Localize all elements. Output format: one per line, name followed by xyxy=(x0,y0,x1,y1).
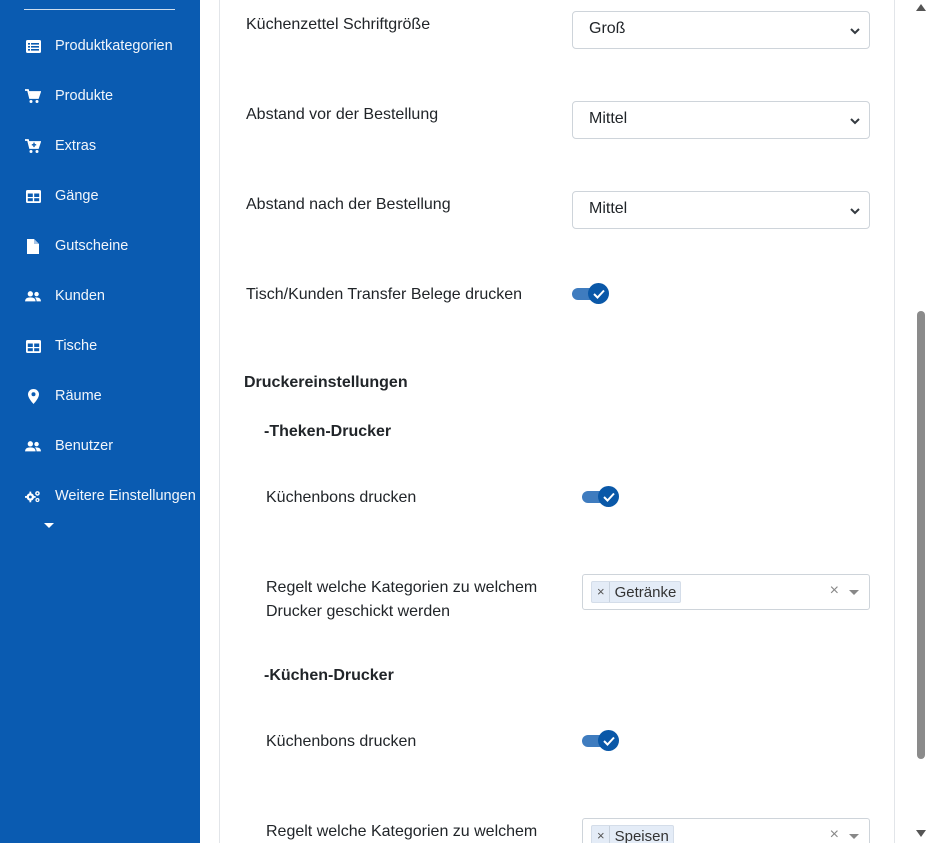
sidebar-item-gaenge[interactable] xyxy=(0,178,200,214)
tag-remove-icon[interactable]: × xyxy=(592,582,610,602)
caret-down-icon[interactable] xyxy=(44,523,54,528)
sidebar-item-label: Weitere Einstellungen xyxy=(55,488,196,504)
tag-remove-icon[interactable]: × xyxy=(592,826,610,843)
category-tag xyxy=(591,581,681,603)
check-icon xyxy=(598,730,619,751)
counter-printer-heading: -Theken-Drucker xyxy=(264,423,392,440)
dropdown-arrow-icon[interactable] xyxy=(849,834,859,839)
users-icon xyxy=(25,288,41,304)
map-marker-icon xyxy=(25,388,41,404)
counter-kitchen-bons-toggle[interactable] xyxy=(582,486,619,508)
sidebar-item-produktkategorien[interactable] xyxy=(0,28,200,64)
font-size-label: Küchenzettel Schriftgröße xyxy=(246,16,431,33)
sidebar-item-gutscheine[interactable] xyxy=(0,228,200,264)
counter-categories-label-line2: Drucker geschickt werden xyxy=(266,603,451,620)
kitchen-categories-multiselect[interactable] xyxy=(582,818,870,843)
kitchen-printer-heading: -Küchen-Drucker xyxy=(264,667,394,684)
font-size-select[interactable] xyxy=(572,11,870,49)
spacing-after-select[interactable] xyxy=(572,191,870,229)
sidebar-item-label: Benutzer xyxy=(55,438,114,454)
printer-settings-heading: Druckereinstellungen xyxy=(244,374,408,391)
chevron-down-icon xyxy=(849,25,861,37)
chevron-down-icon xyxy=(849,115,861,127)
counter-categories-label-line1: Regelt welche Kategorien zu welchem xyxy=(266,579,538,596)
sidebar-item-label: Räume xyxy=(55,388,102,404)
users-icon xyxy=(25,438,41,454)
cart-icon xyxy=(25,88,41,104)
sidebar-item-label: Kunden xyxy=(55,288,105,304)
sidebar-item-label: Extras xyxy=(55,138,97,154)
sidebar-item-benutzer[interactable] xyxy=(0,428,200,464)
sidebar-item-produkte[interactable] xyxy=(0,78,200,114)
cart-plus-icon xyxy=(25,138,41,154)
list-icon xyxy=(25,38,41,54)
clear-icon[interactable]: × xyxy=(829,826,839,843)
category-tag-label: Speisen xyxy=(614,827,669,843)
sidebar-item-kunden[interactable] xyxy=(0,278,200,314)
table-icon xyxy=(25,188,41,204)
kitchen-kitchen-bons-toggle[interactable] xyxy=(582,730,619,752)
sidebar-item-label: Gänge xyxy=(55,188,99,204)
sidebar xyxy=(0,0,200,843)
chevron-down-icon xyxy=(849,205,861,217)
category-tag-label: Getränke xyxy=(614,583,677,601)
sidebar-item-raeume[interactable] xyxy=(0,378,200,414)
file-icon xyxy=(25,238,41,254)
font-size-value: Groß xyxy=(589,20,626,37)
kitchen-kitchen-bons-label: Küchenbons drucken xyxy=(266,733,417,750)
check-icon xyxy=(588,283,609,304)
spacing-before-label: Abstand vor der Bestellung xyxy=(246,106,439,123)
sidebar-item-label: Gutscheine xyxy=(55,238,129,254)
sidebar-item-weitere-einstellungen[interactable] xyxy=(0,478,200,514)
spacing-before-value: Mittel xyxy=(589,110,628,127)
table-icon xyxy=(25,338,41,354)
check-icon xyxy=(598,486,619,507)
spacing-after-value: Mittel xyxy=(589,200,628,217)
scroll-up-arrow-icon[interactable] xyxy=(916,4,926,11)
sidebar-item-label: Tische xyxy=(55,338,98,354)
sidebar-item-label: Produktkategorien xyxy=(55,38,173,54)
sidebar-item-label: Produkte xyxy=(55,88,114,104)
kitchen-categories-label-line1: Regelt welche Kategorien zu welchem xyxy=(266,823,538,840)
transfer-toggle[interactable] xyxy=(572,283,609,305)
scrollbar[interactable] xyxy=(913,0,929,843)
spacing-before-select[interactable] xyxy=(572,101,870,139)
counter-kitchen-bons-label: Küchenbons drucken xyxy=(266,489,417,506)
scrollbar-thumb[interactable] xyxy=(917,311,925,759)
dropdown-arrow-icon[interactable] xyxy=(849,590,859,595)
transfer-label: Tisch/Kunden Transfer Belege drucken xyxy=(246,286,523,303)
clear-icon[interactable]: × xyxy=(829,582,839,599)
category-tag xyxy=(591,825,674,843)
spacing-after-label: Abstand nach der Bestellung xyxy=(246,196,451,213)
sidebar-item-tische[interactable] xyxy=(0,328,200,364)
cogs-icon xyxy=(25,488,41,504)
scroll-down-arrow-icon[interactable] xyxy=(916,830,926,837)
counter-categories-multiselect[interactable] xyxy=(582,574,870,610)
sidebar-divider xyxy=(24,9,175,10)
sidebar-item-extras[interactable] xyxy=(0,128,200,164)
